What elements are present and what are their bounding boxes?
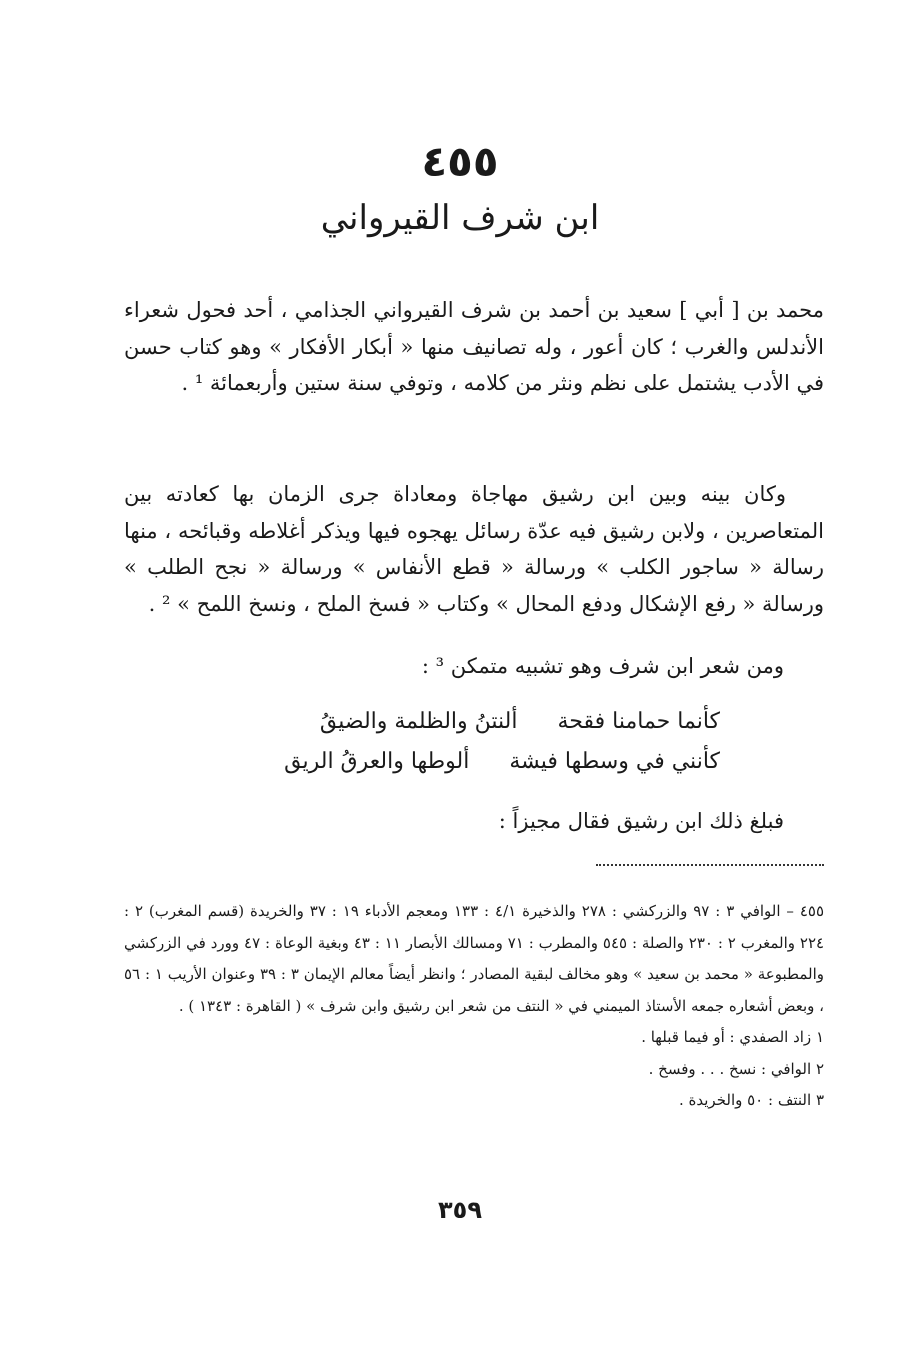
verse-line <box>200 742 720 782</box>
footnote-3: ٣ النتف : ٥٠ والخريدة . <box>678 1091 824 1109</box>
hemistich-second: ألنتنُ والظلمة والضيقُ <box>319 709 518 734</box>
footnote-2: ٢ الوافي : نسخ . . . وفسخ . <box>648 1059 824 1078</box>
closing-line: فبلغ ذلك ابن رشيق فقال مجيزاً : <box>498 809 784 833</box>
verse-block <box>200 702 720 782</box>
footnote-1: ١ زاد الصفدي : أو فيما قبلها . <box>641 1028 824 1046</box>
page-number: ٣٥٩ <box>438 1196 482 1224</box>
verse-intro: ومن شعر ابن شرف وهو تشبيه متمكن ³ : <box>421 654 784 678</box>
hemistich-second: ألوطها والعرقُ الريق <box>284 749 470 774</box>
verse-line <box>200 702 720 742</box>
entry-title: ابن شرف القيرواني <box>320 198 600 238</box>
paragraph-text: محمد بن [ أبي ] سعيد بن أحمد بن شرف القيرواني الجذامي ، أحد فحول شعراء الأندلس والغرب ؛ كان أعور ، وله تصانيف منها « أبكار الأفكار » وهو كتاب حسن في الأدب يشتمل على نظم ونثر من كلامه ، وتوفي سنة ستين وأربعمائة ¹ . <box>124 298 824 395</box>
footnotes <box>124 896 824 1117</box>
entry-number: ٤٥٥ <box>421 137 499 186</box>
hemistich-first: كأنما حمامنا فقحة <box>557 709 720 734</box>
hemistich-first: كأنني في وسطها فيشة <box>509 749 720 774</box>
footnote-sources: ٤٥٥ – الوافي ٣ : ٩٧ والزركشي : ٢٧٨ والذخيرة ٤/١ : ١٣٣ ومعجم الأدباء ١٩ : ٣٧ والخريدة (قسم المغرب) ٢ : ٢٢٤ والمغرب ٢ : ٢٣٠ والصلة : ٥٤٥ والمطرب : ٧١ ومسالك الأبصار ١١ : ٤٣ وبغية الوعاة : ٤٧ وورد في الزركشي والمطبوعة « محمد بن سعيد » وهو مخالف لبقية المصادر ؛ وانظر أيضاً معالم الإيمان ٣ : ٣٩ وعنوان الأريب ١ : ٥٦ ، وبعض أشعاره جمعه الأستاذ الميمني في « النتف من شعر ابن رشيق وابن شرف » ( القاهرة : ١٣٤٣ ) . <box>124 902 825 1015</box>
paragraph-text: وكان بينه وبين ابن رشيق مهاجاة ومعاداة جرى الزمان بها كعادته بين المتعاصرين ، ولابن رشيق فيه عدّة رسائل يهجوه فيها ويذكر أغلاطه وقبائحه ، منها رسالة « ساجور الكلب » ورسالة « قطع الأنفاس » ورسالة « نجح الطلب » ورسالة « رفع الإشكال ودفع المحال » وكتاب « فسخ الملح ، ونسخ اللمح » ² . <box>124 482 824 616</box>
rivalry-paragraph <box>124 476 824 622</box>
footnote-divider <box>596 864 824 866</box>
biography-paragraph <box>124 292 824 402</box>
